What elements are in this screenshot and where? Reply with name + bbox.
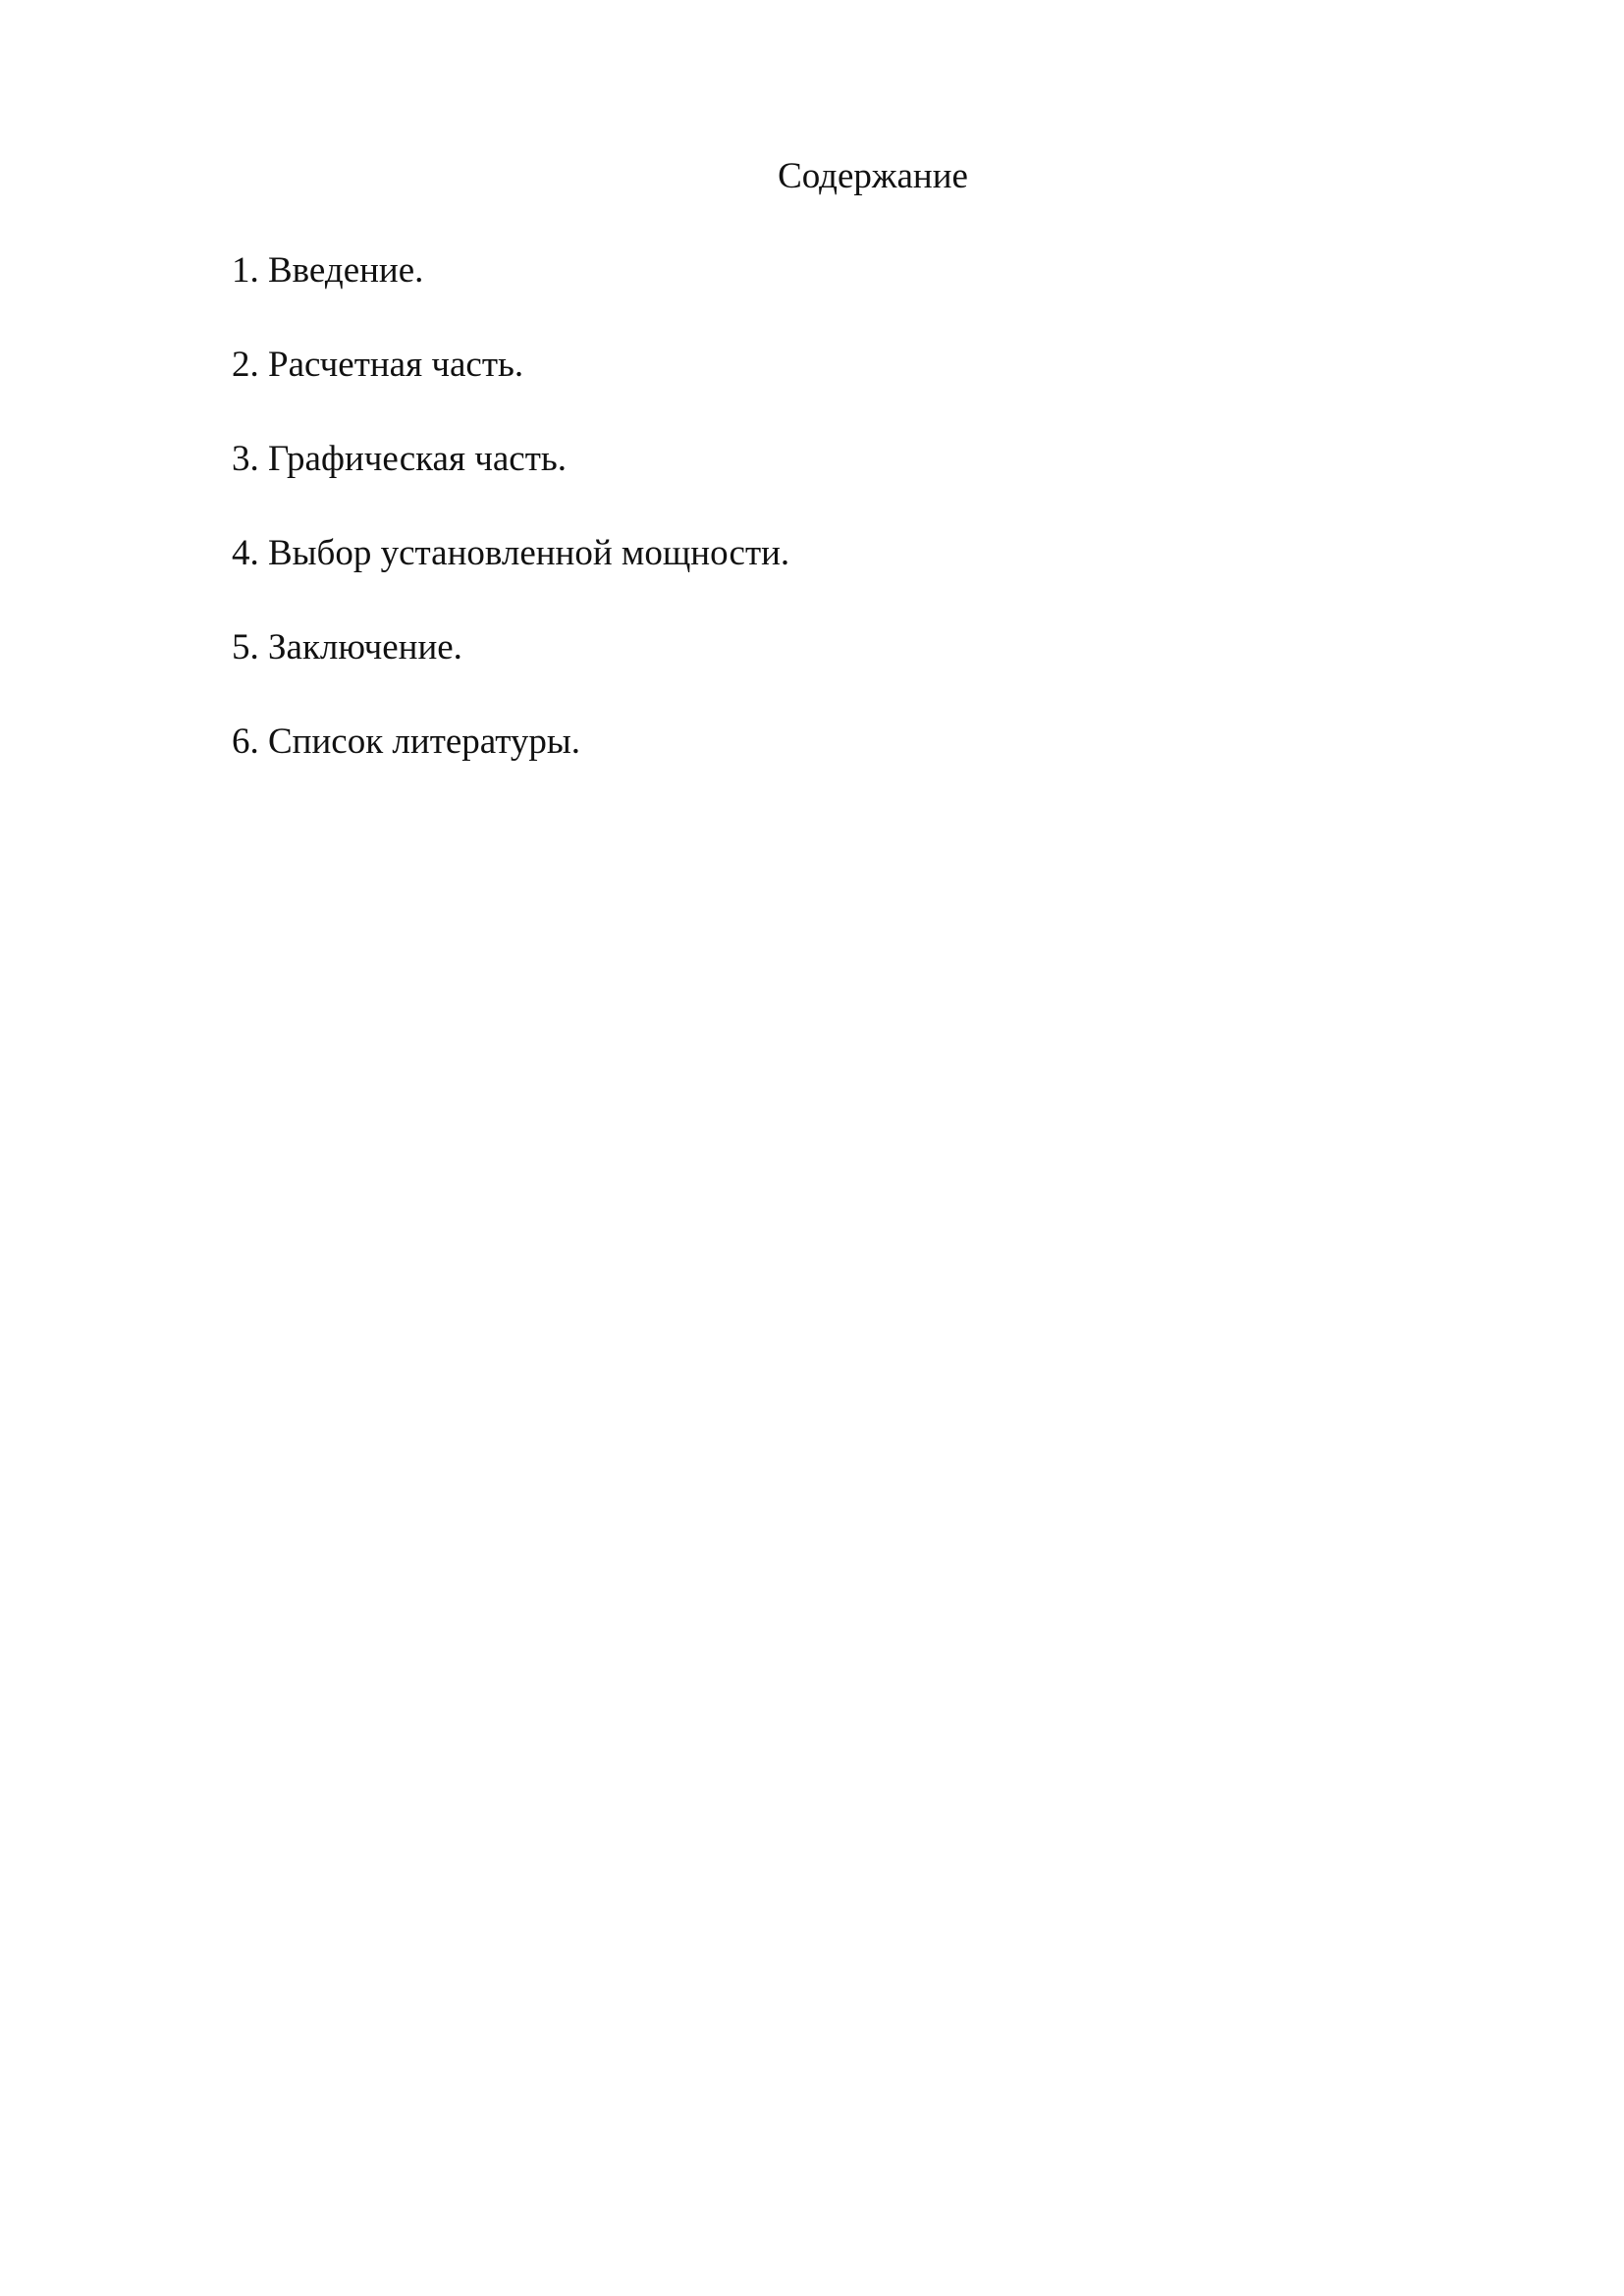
toc-item-power-selection: 4. Выбор установленной мощности. (232, 533, 790, 573)
toc-title: Содержание (778, 156, 968, 196)
toc-item-bibliography: 6. Список литературы. (232, 721, 581, 762)
toc-item-calculation-part: 2. Расчетная часть. (232, 345, 524, 385)
toc-item-graphic-part: 3. Графическая часть. (232, 439, 567, 479)
toc-item-introduction: 1. Введение. (232, 250, 424, 291)
toc-list (232, 243, 789, 809)
toc-item-conclusion: 5. Заключение. (232, 627, 462, 667)
